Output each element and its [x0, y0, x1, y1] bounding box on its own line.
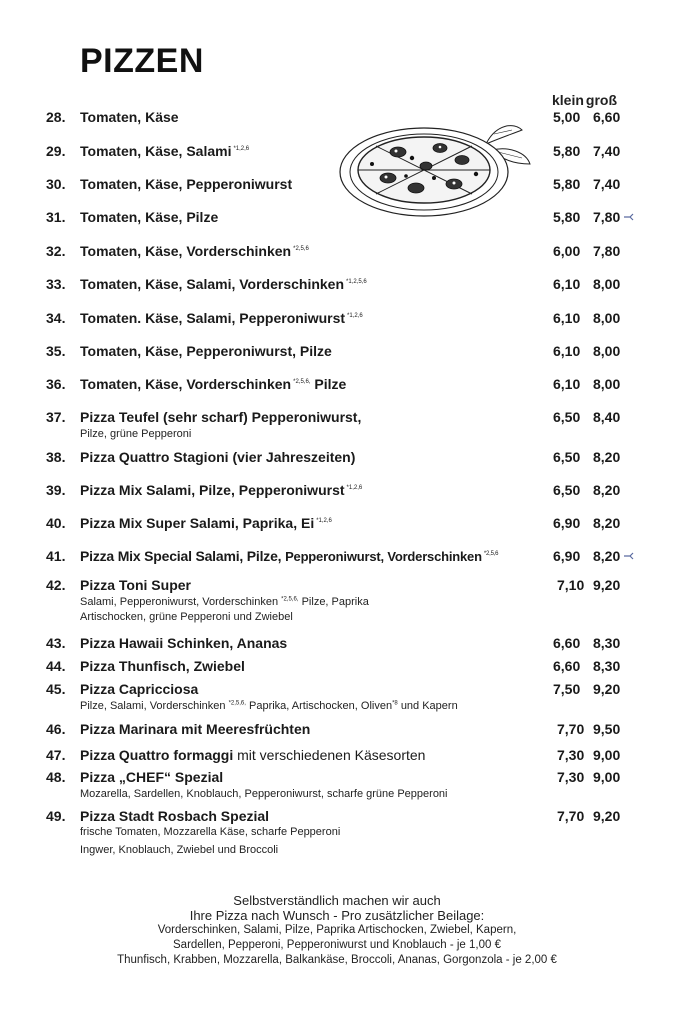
- item-name: Pizza Toni Super: [80, 577, 191, 593]
- price-small: 6,60: [553, 658, 581, 674]
- footer-line-1: Selbstverständlich machen wir auch: [233, 893, 441, 908]
- item-description: Mozarella, Sardellen, Knoblauch, Pepperoniwurst, scharfe grüne Pepperoni: [80, 788, 448, 800]
- item-name-wrap: [80, 515, 332, 531]
- item-number: 45.: [46, 681, 66, 697]
- price-small: 7,10: [557, 577, 585, 593]
- item-number: 48.: [46, 769, 66, 785]
- item-description: Pilze, grüne Pepperoni: [80, 428, 192, 440]
- size-small-label: klein: [552, 92, 584, 108]
- allergen-codes: *1,2,5,6: [346, 279, 367, 286]
- price-small: 7,30: [557, 747, 585, 763]
- item-description-a: Pilze, Salami, Vorderschinken: [80, 700, 226, 712]
- item-name-extra: mit verschiedenen Käsesorten: [237, 747, 426, 763]
- price-large: 8,00: [593, 310, 621, 326]
- price-small: 7,50: [553, 681, 581, 697]
- price-large: 8,30: [593, 635, 621, 651]
- price-large: 9,50: [593, 721, 621, 737]
- item-name: Pizza Capricciosa: [80, 681, 199, 697]
- item-name-extra: Pilze: [314, 376, 347, 392]
- item-number: 37.: [46, 409, 66, 425]
- price-large: 9,20: [593, 681, 621, 697]
- item-name: Tomaten, Käse, Vorderschinken: [80, 376, 292, 392]
- footer-line-5: Thunfisch, Krabben, Mozzarella, Balkankäse, Broccoli, Ananas, Gorgonzola - je 2,00 €: [117, 954, 557, 966]
- footer-line-4: Sardellen, Pepperoni, Pepperoniwurst und Knoblauch - je 1,00 €: [173, 939, 501, 951]
- price-small: 5,80: [553, 143, 581, 159]
- item-name: Pizza Marinara mit Meeresfrüchten: [80, 721, 311, 737]
- item-number: 29.: [46, 143, 66, 159]
- item-description-b: Pilze, Paprika: [301, 596, 369, 608]
- item-number: 28.: [46, 109, 66, 125]
- footer-line-2: Ihre Pizza nach Wunsch - Pro zusätzlicher Beilage:: [189, 908, 485, 923]
- item-name-wrap: [80, 243, 309, 259]
- allergen-codes: *2,5,6,: [293, 379, 311, 386]
- allergen-codes: *2,5,6,: [228, 700, 246, 707]
- item-description-line2: Ingwer, Knoblauch, Zwiebel und Broccoli: [80, 844, 279, 856]
- price-large: 8,20: [593, 482, 621, 498]
- item-description-line2: Artischocken, grüne Pepperoni und Zwiebel: [80, 611, 293, 623]
- price-small: 6,10: [553, 343, 581, 359]
- allergen-codes-olive: *8: [392, 700, 398, 707]
- item-name: Pizza Teufel (sehr scharf) Pepperoniwurst,: [80, 409, 362, 425]
- price-small: 6,90: [553, 515, 581, 531]
- item-name: Tomaten, Käse, Vorderschinken: [80, 243, 292, 259]
- item-number: 31.: [46, 209, 66, 225]
- price-small: 6,50: [553, 449, 581, 465]
- item-name-wrap: [80, 747, 425, 763]
- price-large: 9,20: [593, 808, 621, 824]
- item-name-wrap: [80, 143, 249, 159]
- item-name: Tomaten. Käse, Salami, Pepperoniwurst: [80, 310, 346, 326]
- item-description: [80, 700, 458, 712]
- item-number: 40.: [46, 515, 66, 531]
- item-number: 36.: [46, 376, 66, 392]
- item-number: 41.: [46, 548, 66, 564]
- price-small: 6,10: [553, 310, 581, 326]
- item-name: Tomaten, Käse, Pepperoniwurst, Pilze: [80, 343, 332, 359]
- item-name: Pizza Thunfisch, Zwiebel: [80, 658, 245, 674]
- item-name: Tomaten, Käse, Pepperoniwurst: [80, 176, 293, 192]
- item-name: Pizza Hawaii Schinken, Ananas: [80, 635, 288, 651]
- price-small: 7,70: [557, 721, 585, 737]
- price-small: 6,50: [553, 482, 581, 498]
- price-large: 7,80: [593, 243, 621, 259]
- item-number: 46.: [46, 721, 66, 737]
- price-large: 8,00: [593, 343, 621, 359]
- allergen-codes: *2,5,6,: [281, 596, 299, 603]
- item-description: frische Tomaten, Mozzarella Käse, scharfe Pepperoni: [80, 826, 341, 838]
- price-small: 6,10: [553, 276, 581, 292]
- size-large-label: groß: [585, 92, 618, 108]
- item-name: Pizza Mix Special Salami, Pilze,: [80, 548, 282, 564]
- price-large: 7,80: [593, 209, 621, 225]
- item-description: [80, 596, 369, 608]
- item-number: 35.: [46, 343, 66, 359]
- item-number: 32.: [46, 243, 66, 259]
- price-large: 8,20: [593, 548, 621, 564]
- price-large: 8,20: [593, 449, 621, 465]
- item-number: 43.: [46, 635, 66, 651]
- item-number: 44.: [46, 658, 66, 674]
- pizza-illustration: [336, 116, 536, 228]
- allergen-codes: *2,5,6: [293, 246, 309, 253]
- price-large: 7,40: [593, 143, 621, 159]
- price-large: 6,60: [593, 109, 621, 125]
- price-large: 9,00: [593, 769, 621, 785]
- item-number: 30.: [46, 176, 66, 192]
- allergen-codes: *1,2,6: [233, 146, 250, 153]
- item-name: Pizza Mix Salami, Pilze, Pepperoniwurst: [80, 482, 345, 498]
- pen-mark-icon: [624, 213, 634, 221]
- item-number: 33.: [46, 276, 66, 292]
- item-name-wrap: [80, 310, 363, 326]
- item-number: 38.: [46, 449, 66, 465]
- price-large: 8,00: [593, 376, 621, 392]
- price-large: 8,30: [593, 658, 621, 674]
- item-name: Pizza „CHEF“ Spezial: [80, 769, 224, 785]
- item-number: 47.: [46, 747, 66, 763]
- pen-mark-icon: [624, 552, 634, 560]
- price-small: 5,80: [553, 209, 581, 225]
- price-small: 6,10: [553, 376, 581, 392]
- footer-note: [0, 893, 674, 968]
- allergen-codes: *1,2,6: [346, 485, 363, 492]
- item-description-a: Salami, Pepperoniwurst, Vorderschinken: [80, 596, 279, 608]
- price-large: 8,40: [593, 409, 621, 425]
- page-title: PIZZEN: [80, 42, 204, 80]
- item-name: Pizza Stadt Rosbach Spezial: [80, 808, 270, 824]
- size-header: [552, 92, 619, 108]
- price-large: 7,40: [593, 176, 621, 192]
- item-name-wrap: [80, 276, 367, 292]
- item-number: 42.: [46, 577, 66, 593]
- price-small: 7,30: [557, 769, 585, 785]
- item-number: 49.: [46, 808, 66, 824]
- item-number: 39.: [46, 482, 66, 498]
- price-small: 6,50: [553, 409, 581, 425]
- allergen-codes: *1,2,6: [316, 518, 332, 525]
- item-number: 34.: [46, 310, 66, 326]
- item-name-wrap: [80, 482, 362, 498]
- price-small: 7,70: [557, 808, 585, 824]
- price-small: 5,00: [553, 109, 581, 125]
- footer-line-3: Vorderschinken, Salami, Pilze, Paprika Artischocken, Zwiebel, Kapern,: [157, 924, 517, 936]
- item-name: Pizza Mix Super Salami, Paprika, Ei: [80, 515, 315, 531]
- allergen-codes: *1,2,6: [347, 313, 363, 320]
- item-name: Tomaten, Käse, Salami: [80, 143, 232, 159]
- item-name-extra: Pepperoniwurst, Vorderschinken: [285, 549, 482, 564]
- item-name-wrap: [80, 376, 346, 392]
- item-name: Pizza Quattro formaggi: [80, 747, 234, 763]
- item-description-b: Paprika, Artischocken, Oliven: [249, 700, 393, 712]
- price-large: 8,20: [593, 515, 621, 531]
- item-name: Pizza Quattro Stagioni (vier Jahreszeiten): [80, 449, 356, 465]
- price-small: 6,00: [553, 243, 581, 259]
- item-name: Tomaten, Käse, Salami, Vorderschinken: [80, 276, 345, 292]
- item-name-wrap: [80, 548, 498, 564]
- price-small: 6,60: [553, 635, 581, 651]
- item-name: Tomaten, Käse, Pilze: [80, 209, 219, 225]
- price-small: 5,80: [553, 176, 581, 192]
- price-large: 8,00: [593, 276, 621, 292]
- price-small: 6,90: [553, 548, 581, 564]
- allergen-codes: *2,5,6: [483, 551, 499, 558]
- item-name: Tomaten, Käse: [80, 109, 179, 125]
- price-large: 9,00: [593, 747, 621, 763]
- price-large: 9,20: [593, 577, 621, 593]
- item-description-c: und Kapern: [400, 700, 458, 712]
